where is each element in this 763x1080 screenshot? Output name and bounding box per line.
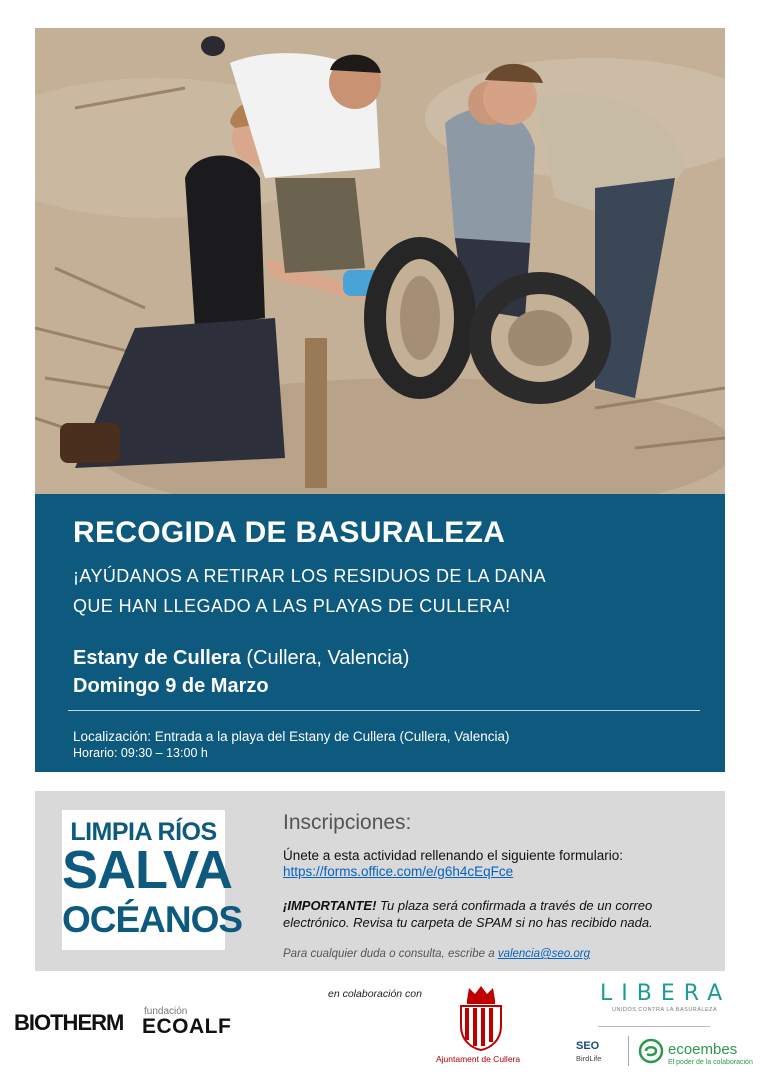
- event-title: RECOGIDA DE BASURALEZA: [73, 516, 506, 549]
- signup-text: Únete a esta actividad rellenando el siguiente formulario:: [283, 848, 623, 863]
- ecoembes-logo: ecoembes: [668, 1041, 738, 1058]
- event-banner: [35, 494, 725, 772]
- event-place-region: (Cullera, Valencia): [246, 647, 410, 669]
- logo-line2: SALVA: [62, 840, 232, 900]
- libera-subtitle: UNIDOS CONTRA LA BASURALEZA: [612, 1007, 718, 1013]
- libera-logo: LIBERA: [600, 981, 732, 1006]
- libera-divider: [598, 1026, 710, 1027]
- ajuntament-label: Ajuntament de Cullera: [436, 1054, 521, 1064]
- banner-divider: [68, 710, 700, 711]
- event-location: Localización: Entrada a la playa del Estany de Cullera (Cullera, Valencia): [73, 729, 510, 744]
- cullera-crest-icon: [455, 984, 507, 1052]
- logo-line1: LIMPIA RÍOS: [70, 818, 217, 846]
- signup-panel: [35, 791, 725, 971]
- signup-title: Inscripciones:: [283, 811, 412, 834]
- contact-line: [283, 948, 590, 960]
- event-place: [73, 647, 409, 670]
- photo-volunteers: [35, 28, 725, 494]
- event-subtitle-line2: QUE HAN LLEGADO A LAS PLAYAS DE CULLERA!: [73, 596, 511, 616]
- ecoalf-prefix: fundación: [144, 1006, 188, 1017]
- hero-photo: [35, 28, 725, 494]
- event-place-name: Estany de Cullera: [73, 647, 241, 669]
- seo-logo: SEO: [576, 1040, 600, 1052]
- event-subtitle-line1: ¡AYÚDANOS A RETIRAR LOS RESIDUOS DE LA DANA: [73, 566, 546, 586]
- sponsor-divider: [628, 1036, 629, 1066]
- seo-birdlife-label: BirdLife: [576, 1054, 602, 1063]
- biotherm-logo: BIOTHERM: [14, 1010, 124, 1035]
- ecoembes-tagline: El poder de la colaboración: [668, 1059, 753, 1066]
- contact-email-link[interactable]: valencia@seo.org: [497, 948, 591, 960]
- ecoalf-logo: ECOALF: [142, 1015, 232, 1038]
- contact-text: Para cualquier duda o consulta, escribe a: [283, 948, 498, 960]
- important-note: [283, 897, 703, 931]
- ecoembes-icon: [638, 1038, 664, 1064]
- logo-line3: OCÉANOS: [62, 899, 243, 940]
- collab-label: en colaboración con: [328, 988, 422, 1000]
- limpia-rios-logo: [62, 810, 243, 950]
- important-label: ¡IMPORTANTE!: [283, 898, 377, 913]
- event-hours: Horario: 09:30 – 13:00 h: [73, 746, 208, 760]
- signup-form-link[interactable]: https://forms.office.com/e/g6h4cEqFce: [283, 864, 514, 879]
- important-text: Tu plaza será confirmada a través de un correo electrónico. Revisa tu carpeta de SPAM si no has recibido nada.: [283, 898, 653, 930]
- event-date: Domingo 9 de Marzo: [73, 675, 269, 697]
